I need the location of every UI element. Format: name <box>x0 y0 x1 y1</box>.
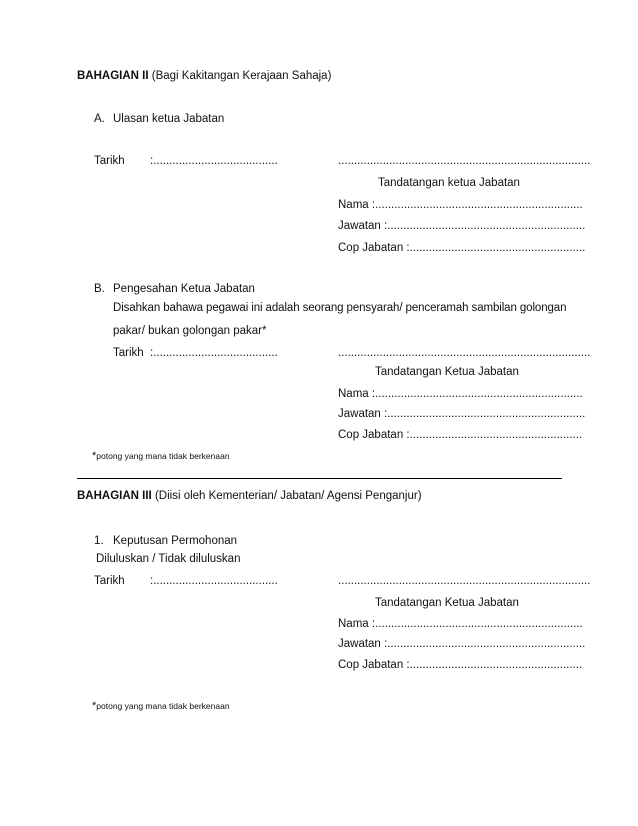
decision-signature-line[interactable]: ............................................................................... <box>338 575 591 587</box>
decision-label: 1. <box>94 535 104 547</box>
section-b-signature-line[interactable]: ............................................................................... <box>338 347 591 359</box>
section-b-body-line2: pakar/ bukan golongan pakar* <box>113 325 267 337</box>
section-a-signature-caption: Tandatangan ketua Jabatan <box>378 177 520 189</box>
section-divider <box>77 478 562 479</box>
part3-heading-rest: (Diisi oleh Kementerian/ Jabatan/ Agensi Penganjur) <box>151 490 422 502</box>
part3-heading-bold: BAHAGIAN III <box>77 490 152 502</box>
section-a-date-label: Tarikh <box>94 155 125 167</box>
section-b-body-line1 <box>113 302 567 314</box>
part3-heading <box>77 490 422 502</box>
section-b-label: B. <box>94 283 105 295</box>
section-a-stamp-field[interactable]: Cop Jabatan :....................................................... <box>338 242 586 254</box>
decision-stamp-field[interactable]: Cop Jabatan :...................................................... <box>338 659 583 671</box>
decision-date-label: Tarikh <box>94 575 125 587</box>
section-b-name-field[interactable]: Nama :................................................................. <box>338 388 583 400</box>
decision-footnote <box>92 700 230 712</box>
section-b-stamp-field[interactable]: Cop Jabatan :...................................................... <box>338 429 583 441</box>
decision-name-field[interactable]: Nama :................................................................. <box>338 618 583 630</box>
section-a-date-field[interactable]: :....................................... <box>150 155 278 167</box>
section-b-body-text1: Disahkan bahawa pegawai ini adalah seorang pensyarah/ penceramah sambilan golongan <box>113 302 567 314</box>
decision-position-field[interactable]: Jawatan :.............................................................. <box>338 638 586 650</box>
part2-heading <box>77 70 331 82</box>
section-b-footnote-text: potong yang mana tidak berkenaan <box>96 451 230 461</box>
section-a-position-field[interactable]: Jawatan :.............................................................. <box>338 220 586 232</box>
decision-options[interactable]: Diluluskan / Tidak diluluskan <box>96 553 241 565</box>
decision-title: Keputusan Permohonan <box>113 535 238 547</box>
section-b-position-field[interactable]: Jawatan :.............................................................. <box>338 408 586 420</box>
section-b-date-label: Tarikh <box>113 347 144 359</box>
decision-date-field[interactable]: :....................................... <box>150 575 278 587</box>
section-b-footnote-mark: * <box>92 450 97 462</box>
part2-heading-bold: BAHAGIAN II <box>77 70 149 82</box>
part2-heading-rest: (Bagi Kakitangan Kerajaan Sahaja) <box>148 70 332 82</box>
section-a-title: Ulasan ketua Jabatan <box>113 113 225 125</box>
section-b-footnote <box>92 450 230 462</box>
section-a-label: A. <box>94 113 105 125</box>
decision-footnote-text: potong yang mana tidak berkenaan <box>96 701 230 711</box>
section-b-signature-caption: Tandatangan Ketua Jabatan <box>375 366 519 378</box>
section-a-signature-line[interactable]: ............................................................................... <box>338 155 591 167</box>
section-a-name-field[interactable]: Nama :................................................................. <box>338 199 583 211</box>
section-b-date-field[interactable]: :....................................... <box>150 347 278 359</box>
decision-footnote-mark: * <box>92 700 97 712</box>
decision-signature-caption: Tandatangan Ketua Jabatan <box>375 597 519 609</box>
section-b-title: Pengesahan Ketua Jabatan <box>113 283 255 295</box>
